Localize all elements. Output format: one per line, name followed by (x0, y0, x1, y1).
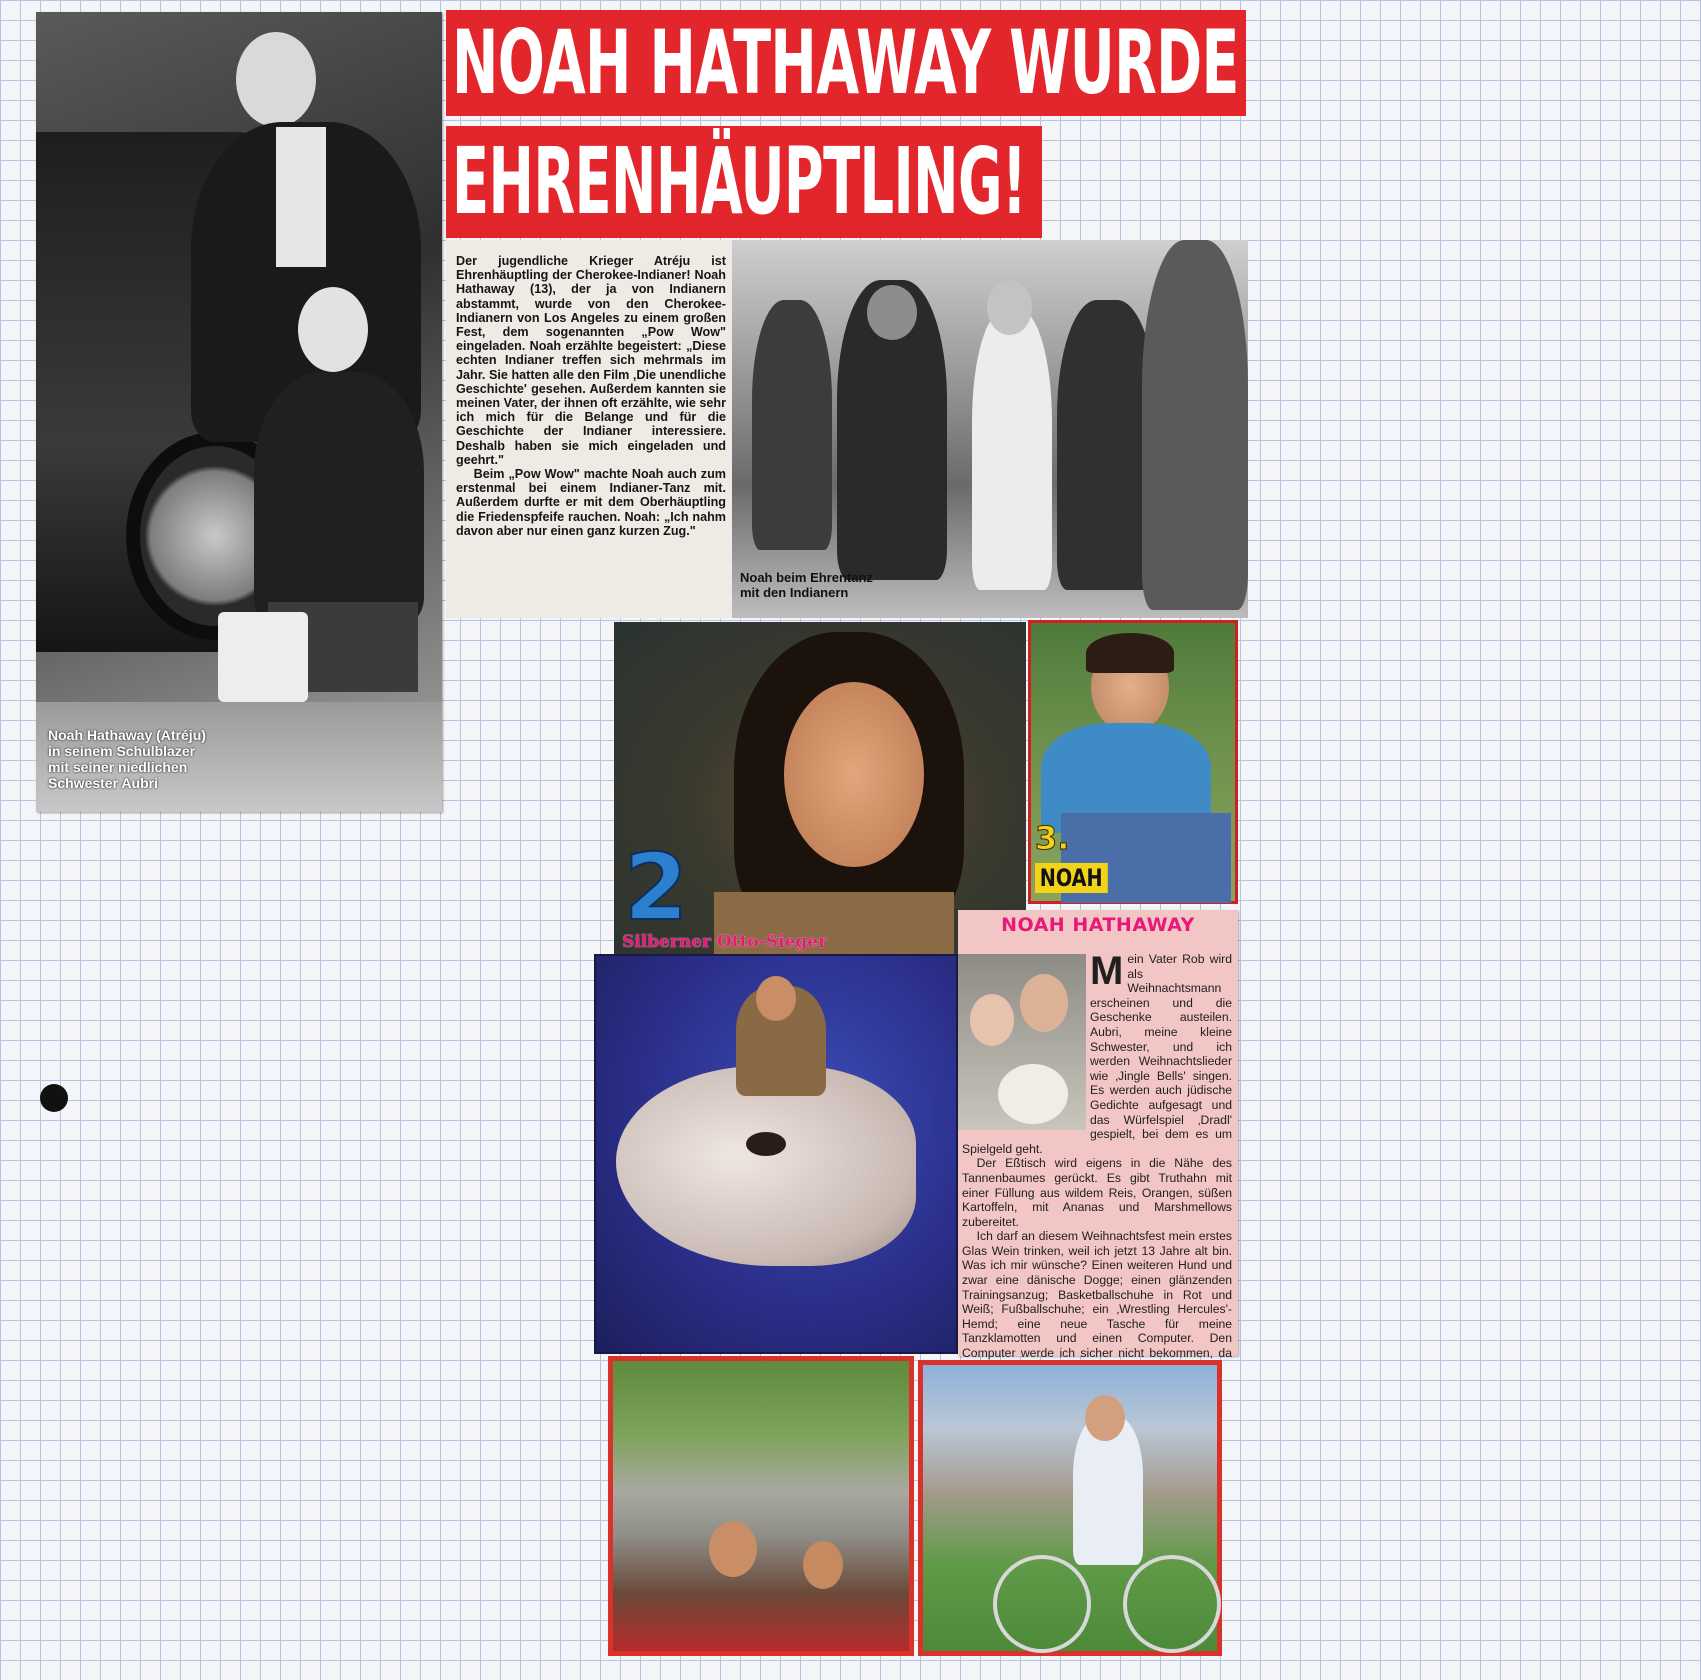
lunchbox (218, 612, 308, 702)
bike-wheel-rear (1123, 1555, 1221, 1653)
binder-hole (40, 1084, 68, 1112)
chief-face (867, 285, 917, 340)
christmas-paragraph-3: Ich darf an diesem Weihnachtsfest mein erstes Glas Wein trinken, weil ich jetzt 13 Jahre alt bin. Was ich mir wünsche? Einen weiteren Hund und zwar eine dänische Dogge; einen glänzenden Trainingsanzug; Basketballschuhe in Rot und Weiß; Fußballschuhe; ein ‚Wrestling Hercules'-Hemd; eine neue Tasche für meine Tanzklamotten und einen Computer. Den Computer werde ich sicher nicht bekommen, da (962, 1229, 1232, 1361)
portrait-3-name: NOAH (1035, 863, 1107, 893)
portrait-2-face (784, 682, 924, 867)
man-right (1142, 240, 1248, 610)
boy-face (236, 32, 316, 127)
bike-photo (918, 1360, 1222, 1656)
girl-face (298, 287, 368, 372)
noah-dancing (972, 310, 1052, 590)
portrait-2-label: Silberner Otto-Sieger (622, 932, 828, 952)
atreyu-face (756, 976, 796, 1021)
headline-line1-text: NOAH HATHAWAY WURDE (452, 11, 1239, 114)
article-paragraph-1: Der jugendliche Krieger Atréju ist Ehrenhäuptling der Cherokee-Indianer! Noah Hathaway (13), der ja von Indianern abstammt, wurde von den Cherokee-Indianern von Los Angeles zu einem großen Fest, dem sogenannten „Pow Wow" eingeladen. Noah erzählte begeistert: „Diese echten Indianer treffen sich mehrmals im Jahr. Sie hatten alle den Film ‚Die unendliche Geschichte' gesehen. Außerdem kannten sie meinen Vater, der ihnen oft erzählte, wie sehr ich mich für die Belange und für die Geschichte der Indianer interessiere. Deshalb haben sie mich eingeladen und geehrt." (456, 254, 726, 467)
bike-wheel-front (993, 1555, 1091, 1653)
christmas-dropcap: M (1090, 949, 1124, 993)
headline-line1 (446, 10, 1246, 116)
dance-caption-line2: mit den Indianern (740, 585, 849, 600)
noah-face-dance (987, 280, 1032, 335)
christmas-lead: ein Vater Rob wird als Weihnachtsmann erscheinen und die Geschenke austeilen. Aubri, meine kleine Schwester, und ich werden Weihnachtslieder wie ‚Jingle Bells' singen. Es werden auch jüdische Gedichte aufgesagt und das Würfelspiel ‚Dradl' gespielt, bei dem es um Spielgeld geht. (962, 952, 1232, 1156)
boy-shirt (276, 127, 326, 267)
christmas-story-text (958, 949, 1232, 1375)
falkor-eye (746, 1132, 786, 1156)
falkor-head (616, 1066, 916, 1266)
dance-caption-line1: Noah beim Ehrentanz (740, 570, 873, 585)
text-wrap-spacer (962, 952, 1090, 1132)
dance-caption (740, 570, 960, 600)
school-photo (36, 12, 442, 812)
article-paragraph-2: Beim „Pow Wow" machte Noah auch zum erstenmal bei einem Indianer-Tanz mit. Außerdem durfte er mit dem Oberhäuptling die Friedenspfeife rauchen. Noah: „Ich nahm davon aber nur einen ganz kurzen Zug." (456, 467, 726, 538)
car-ride-photo (608, 1356, 914, 1656)
bike-rider-face (1085, 1395, 1125, 1441)
dance-photo (732, 240, 1248, 618)
falkor-photo (594, 954, 958, 1354)
girl-blazer (254, 372, 424, 622)
dancer-1 (752, 300, 832, 550)
portrait-3-hair (1086, 633, 1174, 673)
christmas-paragraph-2: Der Eßtisch wird eigens in die Nähe des Tannenbaumes gerückt. Es gibt Truthahn mit einer Füllung aus wildem Reis, Orangen, süßen Kartoffeln, mit Ananas und Marshmellows zubereitet. (962, 1156, 1232, 1229)
portrait-3-rank: 3. (1035, 819, 1070, 857)
school-photo-caption: Noah Hathaway (Atréju) in seinem Schulblazer mit seiner niedlichen Schwester Aubri (48, 727, 206, 791)
christmas-story (958, 910, 1238, 1361)
portrait-2 (614, 622, 1026, 956)
portrait-3 (1028, 620, 1238, 904)
passenger-face (803, 1541, 843, 1589)
driver-face (709, 1521, 757, 1577)
christmas-story-title: NOAH HATHAWAY (1001, 914, 1195, 936)
article-text (446, 240, 732, 618)
portrait-2-rank: 2 (624, 834, 689, 941)
headline-line2 (446, 126, 1042, 238)
headline-line2-text: EHRENHÄUPTLING! (452, 128, 1027, 235)
